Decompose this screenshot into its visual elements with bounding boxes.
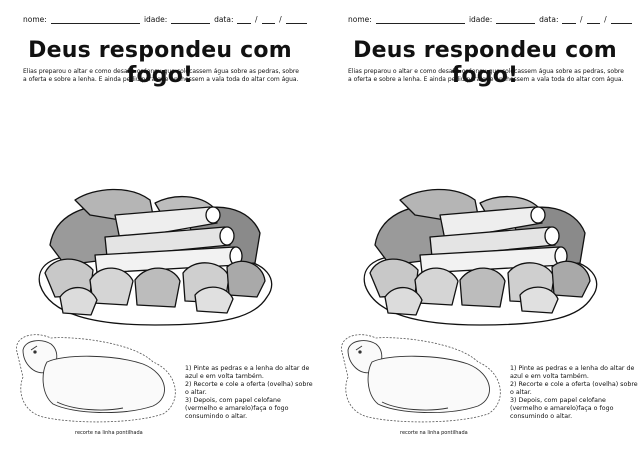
date-year-line[interactable] [611, 15, 632, 24]
worksheet-description: Elias preparou o altar e como desafio ordenou que colocassem água sobre as pedras, sobre a oferta e sobre a lenha. E ainda pediu para que enchessem a vala toda do altar com água. [348, 68, 624, 83]
instruction-step: 2) Recorte e cole a oferta (ovelha) sobre o altar. [510, 381, 638, 396]
name-line[interactable] [51, 15, 140, 24]
instruction-list [510, 365, 638, 421]
instruction-step: 1) Pinte as pedras e a lenha do altar de azul e em volta também. [510, 365, 635, 380]
student-header [23, 15, 307, 24]
altar-illustration [35, 185, 275, 330]
lamb-cutout[interactable] [338, 332, 510, 427]
date-month-line[interactable] [587, 15, 601, 24]
age-line[interactable] [496, 15, 535, 24]
date-year-line[interactable] [286, 15, 307, 24]
date-day-line[interactable] [237, 15, 251, 24]
date-month-line[interactable] [262, 15, 276, 24]
date-separator: / [255, 15, 258, 24]
name-label: nome: [23, 15, 47, 24]
date-label: data: [214, 15, 234, 24]
instruction-step: 2) Recorte e cole a oferta (ovelha) sobre o altar. [185, 381, 313, 396]
date-separator: / [279, 15, 282, 24]
name-line[interactable] [376, 15, 465, 24]
worksheet-left [5, 0, 315, 465]
worksheet-title: Deus respondeu com fogo! [28, 38, 292, 88]
worksheet-description: Elias preparou o altar e como desafio ordenou que colocassem água sobre as pedras, sobre a oferta e sobre a lenha. E ainda pediu para que enchessem a vala toda do altar com água. [23, 68, 299, 83]
instruction-step: 3) Depois, com papel celofane (vermelho e amarelo)faça o fogo consumindo o altar. [510, 397, 614, 420]
date-separator: / [580, 15, 583, 24]
date-separator: / [604, 15, 607, 24]
worksheet-title: Deus respondeu com fogo! [353, 38, 617, 88]
altar-illustration [360, 185, 600, 330]
instruction-step: 3) Depois, com papel celofane (vermelho e amarelo)faça o fogo consumindo o altar. [185, 397, 289, 420]
worksheet-right [330, 0, 640, 465]
name-label: nome: [348, 15, 372, 24]
instruction-list [185, 365, 313, 421]
age-line[interactable] [171, 15, 210, 24]
student-header [348, 15, 632, 24]
lamb-caption: recorte na linha pontilhada [75, 430, 143, 436]
date-label: data: [539, 15, 559, 24]
instruction-step: 1) Pinte as pedras e a lenha do altar de azul e em volta também. [185, 365, 310, 380]
lamb-caption: recorte na linha pontilhada [400, 430, 468, 436]
date-day-line[interactable] [562, 15, 576, 24]
lamb-cutout[interactable] [13, 332, 185, 427]
age-label: idade: [143, 15, 168, 24]
age-label: idade: [468, 15, 493, 24]
